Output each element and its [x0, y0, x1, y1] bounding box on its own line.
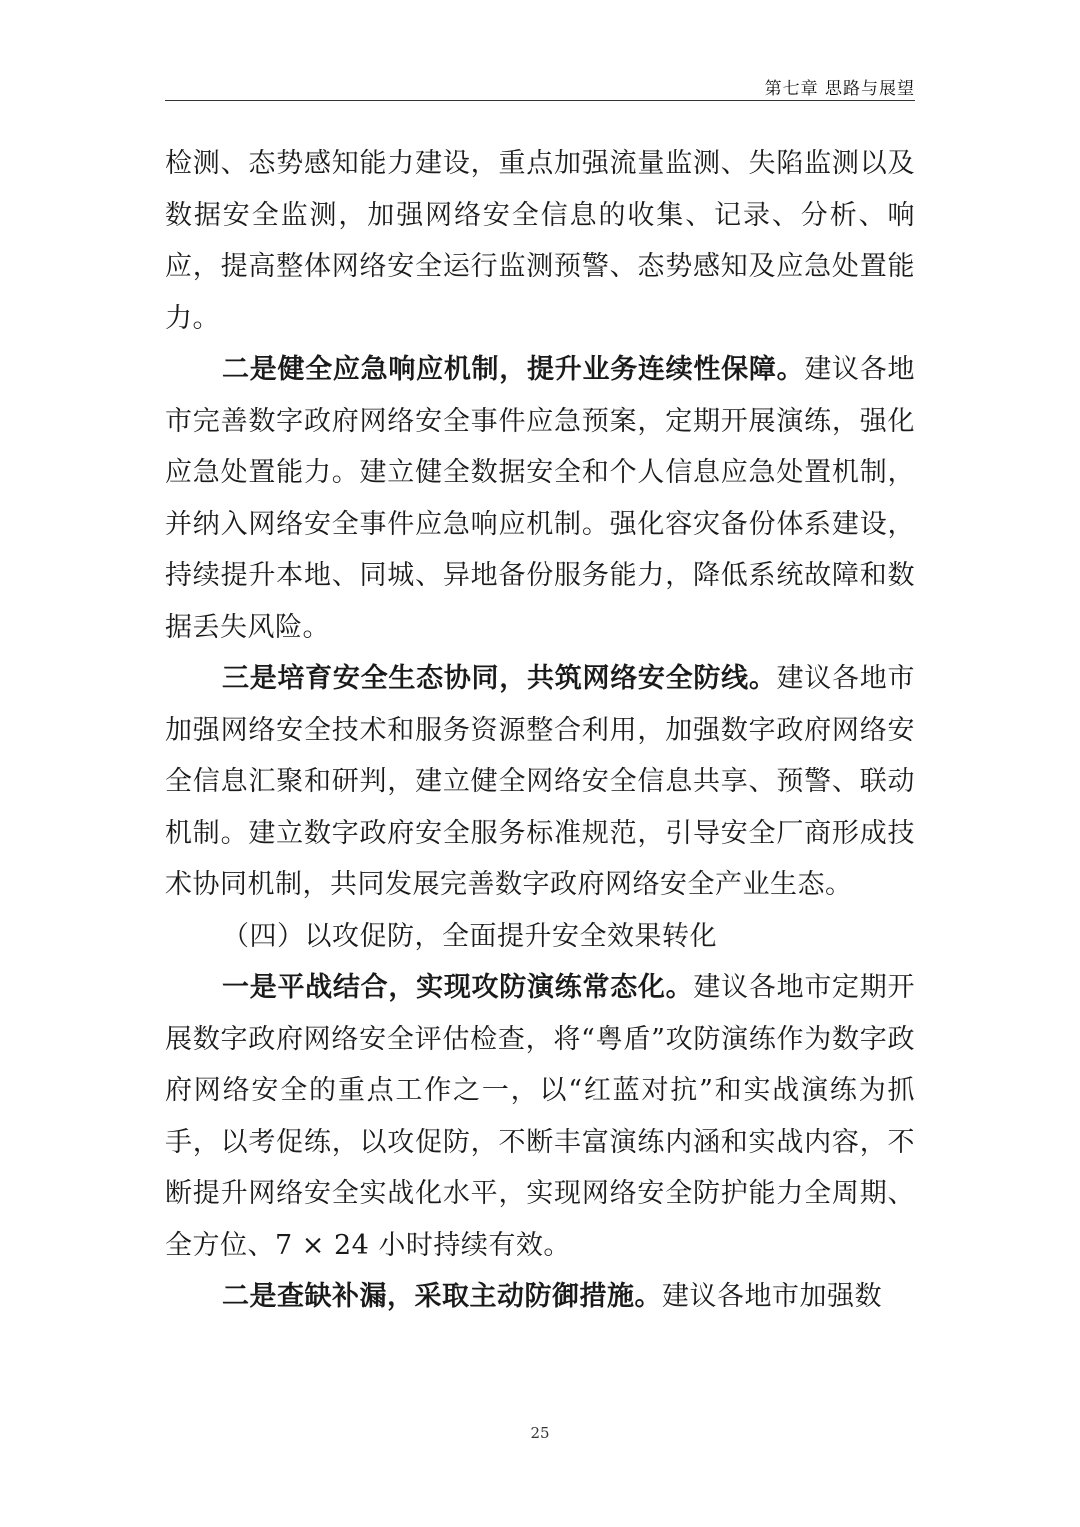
page-header	[165, 70, 915, 101]
paragraph-text: 建议各地市加强网络安全技术和服务资源整合利用，加强数字政府网络安全信息汇聚和研判，建立健全网络安全信息共享、预警、联动机制。建立数字政府安全服务标准规范，引导安全厂商形成技术协同机制，共同发展完善数字政府网络安全产业生态。	[165, 663, 916, 900]
chapter-title: 第七章 思路与展望	[764, 79, 915, 99]
paragraph-text: 建议各地市完善数字政府网络安全事件应急预案，定期开展演练，强化应急处置能力。建立健全数据安全和个人信息应急处置机制，并纳入网络安全事件应急响应机制。强化容灾备份体系建设，持续提升本地、同城、异地备份服务能力，降低系统故障和数据丢失风险。	[165, 354, 916, 643]
paragraph-monitoring	[165, 138, 915, 344]
section-heading: （四）以攻促防，全面提升安全效果转化	[222, 920, 717, 952]
document-body	[165, 138, 915, 1323]
paragraph-emergency-response	[165, 344, 915, 653]
paragraph-security-ecosystem	[165, 653, 915, 911]
paragraph-active-defense	[165, 1271, 915, 1323]
paragraph-lead: 三是培育安全生态协同，共筑网络安全防线。	[222, 663, 777, 694]
paragraph-text: 检测、态势感知能力建设，重点加强流量监测、失陷监测以及数据安全监测，加强网络安全信息的收集、记录、分析、响应，提高整体网络安全运行监测预警、态势感知及应急处置能力。	[165, 148, 915, 334]
paragraph-text: 建议各地市加强数	[662, 1281, 882, 1312]
paragraph-attack-defense-drills	[165, 962, 915, 1271]
paragraph-lead: 一是平战结合，实现攻防演练常态化。	[222, 972, 694, 1003]
paragraph-text: 建议各地市定期开展数字政府网络安全评估检查，将“粤盾”攻防演练作为数字政府网络安全的重点工作之一，以“红蓝对抗”和实战演练为抓手，以考促练，以攻促防，不断丰富演练内涵和实战内容，不断提升网络安全实战化水平，实现网络安全防护能力全周期、全方位、7 × 24 小时持续有效。	[165, 972, 916, 1261]
paragraph-lead: 二是查缺补漏，采取主动防御措施。	[222, 1281, 662, 1312]
paragraph-lead: 二是健全应急响应机制，提升业务连续性保障。	[222, 354, 805, 385]
page-number: 25	[530, 1424, 550, 1442]
